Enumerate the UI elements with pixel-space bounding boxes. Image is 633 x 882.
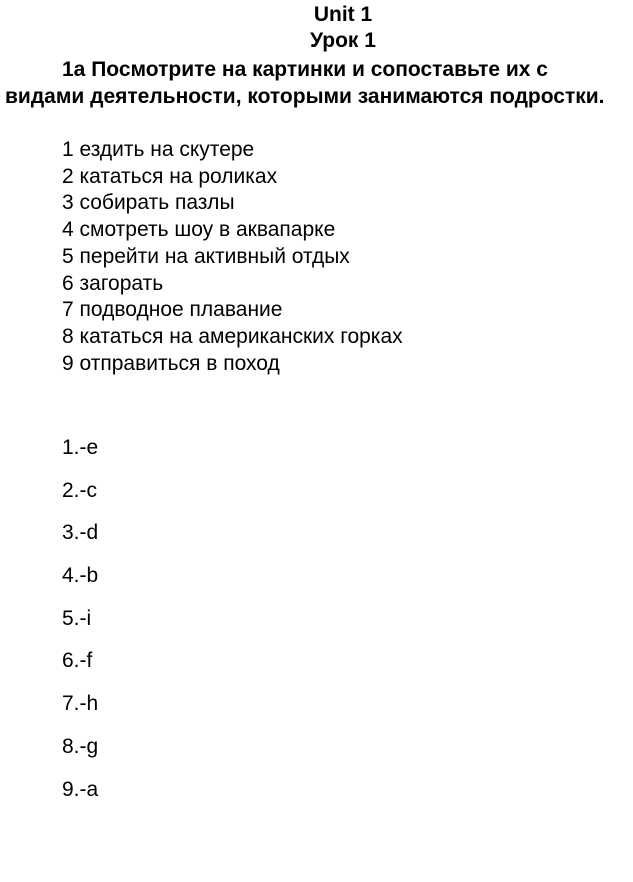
answer-item: 8.-g bbox=[62, 734, 99, 758]
answer-item: 1.-e bbox=[62, 436, 99, 459]
answers-list bbox=[62, 435, 98, 819]
activity-item: 3 собирать пазлы bbox=[62, 191, 235, 215]
activity-item: 5 перейти на активный отдых bbox=[62, 244, 350, 268]
activity-item: 8 кататься на американских горках bbox=[62, 324, 403, 348]
answer-item: 7.-h bbox=[62, 692, 99, 716]
unit-title: Unit 1 bbox=[313, 3, 373, 26]
answer-item: 9.-a bbox=[62, 777, 99, 801]
activity-item: 7 подводное плавание bbox=[62, 298, 283, 322]
answer-item: 4.-b bbox=[62, 564, 99, 588]
activity-item: 6 загорать bbox=[62, 271, 164, 295]
activities-list bbox=[62, 137, 403, 377]
answer-item: 2.-c bbox=[62, 478, 98, 502]
activity-item: 2 кататься на роликах bbox=[62, 164, 278, 188]
answer-item: 3.-d bbox=[62, 521, 99, 545]
task-heading: 1a Посмотрите на картинки и сопоставьте их с видами деятельности, которыми занимаются подростки. bbox=[5, 58, 605, 108]
answer-item: 5.-i bbox=[62, 606, 92, 630]
activity-item: 1 ездить на скутере bbox=[62, 138, 255, 161]
answer-item: 6.-f bbox=[62, 649, 93, 673]
lesson-title: Урок 1 bbox=[310, 29, 376, 52]
activity-item: 4 смотреть шоу в аквапарке bbox=[62, 218, 336, 242]
activity-item: 9 отправиться в поход bbox=[62, 351, 280, 375]
